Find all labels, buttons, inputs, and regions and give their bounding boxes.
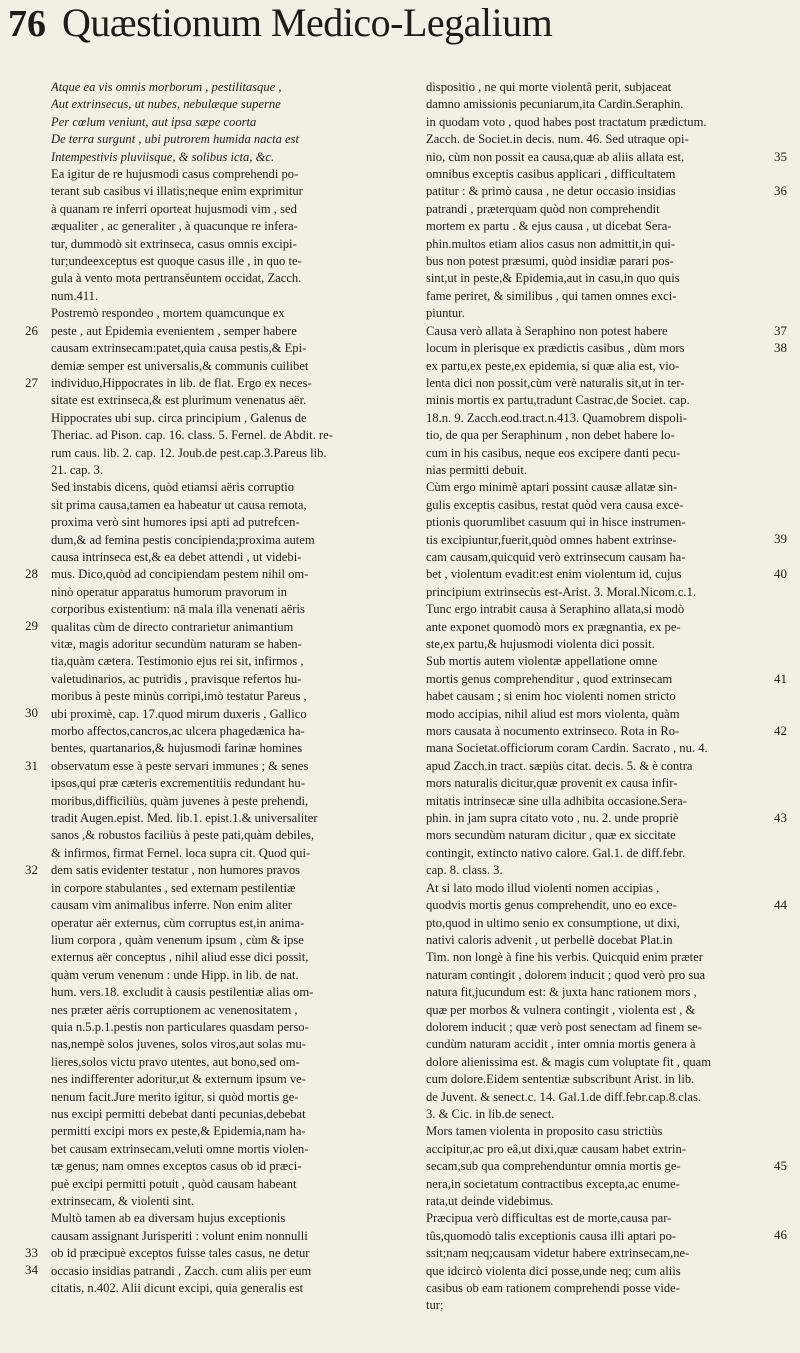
text-line: quodvis mortis genus comprehendit, uno eo exce- (426, 898, 677, 913)
text-line: nes præter aëris corruptionem ac venenositatem , (51, 1002, 298, 1017)
text-line: nus excipi permitti debebat danti pecunias,debebat (51, 1106, 306, 1121)
text-line: vitæ, magis adoritur secundùm naturam se haben- (51, 637, 302, 651)
text-line: natura fit,jucundum est: & juxta hanc rationem mors , (426, 985, 697, 1000)
text-line: principium extrinsecùs est-Arist. 3. Moral.Nicom.c.1. (426, 584, 697, 599)
text-line: qualitas cùm de directo contrarietur animantium (51, 619, 294, 634)
text-line: tio, de qua per Seraphinum , non debet habere lo- (426, 428, 675, 443)
text-line: sitate est extrinseca,& est plurimum venenatus aër. (51, 393, 307, 408)
text-line: ob id præcipuè exceptos fuisse tales casus, ne detur (51, 1246, 310, 1261)
text-line: que idcircò violenta dici posse,unde neq; cum aliis (426, 1263, 681, 1278)
page-header (0, 0, 800, 50)
text-line: ante exponet quomodò mors ex prægnantia, ex pe- (426, 619, 681, 634)
text-line: lieres,solos victu pravo utentes, aut bono,sed om- (51, 1054, 300, 1069)
text-line: dolore alienissima est. & magis cum voluptate fit , quam (426, 1054, 712, 1069)
text-line: De terra surgunt , ubi putrorem humida nacta est (51, 132, 300, 147)
running-title: Quæstionum Medico-Legalium (62, 0, 553, 45)
text-line: causam extrinsecam:patet,quia causa pestis,& Epi- (51, 341, 307, 356)
text-line: externus aër conceptus , nihil aliud esse dici possit, (51, 950, 309, 965)
margin-line-number: 37 (774, 322, 787, 338)
text-line: extrinsecam, & violenti sint. (51, 1194, 195, 1208)
text-line: cundùm naturam accidit , inter omnia mortis genera à (426, 1037, 696, 1052)
text-line: Causa verò allata à Seraphino non potest habere (426, 323, 668, 338)
text-line: ste,ex partu,& hujusmodi violenta dici possit. (426, 637, 655, 651)
text-line: bet , violentum evadit:est enim violentum id, cujus (426, 567, 682, 582)
text-line: valetudinarios, ac putridis , pravisque refertos hu- (51, 671, 302, 686)
text-line: naturam contingit , dolorem inducit ; quod verò pro sua (426, 967, 706, 982)
text-line: causam assignant Jurisperiti : volunt enim nonnulli (51, 1228, 308, 1243)
text-line: quæ per morbos & vulnera contingit , violenta est , & (426, 1002, 696, 1017)
text-line: apud Zacch.in tract. sæpiùs citat. decis. 5. & è contra (426, 758, 693, 773)
text-line: ubi proximè, cap. 17.quod mirum duxeris , Gallico (51, 706, 307, 721)
text-line: sanos ,& robustos faciliùs à peste pati,quàm debiles, (51, 828, 315, 843)
text-line: in quodam voto , quod habes post tractatum prædictum. (426, 114, 707, 129)
text-line: mortis genus comprehenditur , quod extrinsecam (426, 671, 673, 686)
text-line: de Juvent. & senect.c. 14. Gal.1.de diff.febr.cap.8.clas. (426, 1089, 701, 1104)
text-line: accipitur,ac pro eâ,ut dixi,quæ causam habet extrin- (426, 1141, 687, 1156)
text-line: à quanam re inferri oporteat hujusmodi vim , sed (51, 201, 297, 216)
left-text-column (51, 79, 381, 1297)
text-line: 21. cap. 3. (51, 462, 104, 477)
text-line: permitti excipi mors ex peste,& Epidemia,nam ha- (51, 1124, 306, 1139)
text-line: Tim. non longè à fine his verbis. Quicquid enim præter (426, 950, 703, 965)
text-line: pto,quod in ultimo senio ex consumptione, ut dixi, (426, 915, 680, 930)
text-line: mors naturalis dicitur,quæ provenit ex causa infir- (426, 776, 678, 791)
text-line: bus non potest præsumi, quòd insidiæ parari pos- (426, 254, 674, 269)
text-line: morbo affectos,cancros,ac ulcera phagedænica ha- (51, 724, 305, 739)
margin-line-number: 27 (25, 374, 38, 390)
text-line: minis mortis ex partu,tradunt Castrac,de Societ. cap. (426, 393, 690, 408)
text-line: ptionis quorumlibet casuum qui in hisce instrumen- (426, 515, 686, 530)
text-line: Per cœlum veniunt, aut ipsa sæpe coorta (51, 114, 257, 129)
text-line: Sed instabis dicens, quòd etiamsi aëris corruptio (51, 480, 295, 495)
text-line: sint,ut in peste,& Epidemia,aut in casu,in quo quis (426, 271, 680, 286)
text-line: nas,nempè solos juvenes, solos viros,aut solas mu- (51, 1037, 306, 1052)
text-line: 18.n. 9. Zacch.eod.tract.n.413. Quamobrem dispoli- (426, 410, 687, 425)
text-line: Theriac. ad Pison. cap. 16. class. 5. Fernel. de Abdit. re- (51, 428, 333, 443)
text-line: & infirmos, firmat Fernel. loca supra cit. Quod qui- (51, 845, 311, 860)
margin-line-number: 35 (774, 148, 787, 164)
text-line: causam vim animalibus inferre. Non enim aliter (51, 898, 292, 913)
text-line: fame periret, & similibus , qui tamen omnes exci- (426, 288, 677, 303)
text-line: nio, cùm non possit ea causa,quæ ab aliis allata est, (426, 149, 685, 164)
text-line: Aut extrinsecus, ut nubes, nebulæque superne (51, 97, 281, 112)
text-line: tradit Augen.epist. Med. lib.1. epist.1.& universaliter (51, 811, 318, 826)
text-line: 3. & Cic. in lib.de senect. (426, 1106, 555, 1121)
margin-line-number: 36 (774, 183, 787, 199)
margin-line-number: 44 (774, 896, 787, 912)
margin-line-number: 45 (774, 1157, 787, 1173)
text-line: ssit;nam neq;causam videtur habere extrinsecam,ne- (426, 1246, 690, 1261)
text-line: Mors tamen violenta in proposito casu strictiùs (426, 1124, 663, 1139)
text-line: modo accipias, nihil aliud est mors violenta, quàm (426, 706, 680, 721)
text-line: peste , aut Epidemia evenientem , semper habere (51, 323, 297, 338)
text-line: secam,sub qua comprehenduntur omnia mortis ge- (426, 1159, 681, 1174)
text-line: tur, dummodò sit extrinseca, casus omnis excipi- (51, 236, 297, 251)
text-line: tis excipiuntur,fuerit,quòd omnes habent extrinse- (426, 532, 677, 547)
text-line: in corpore stabulantes , sed externam pestilentiæ (51, 880, 296, 895)
text-line: cum in his casibus, neque eos excipere danti pecu- (426, 445, 681, 460)
margin-line-number: 41 (774, 670, 787, 686)
text-line: sit prima causa,tamen ea habeatur ut causa remota, (51, 497, 307, 512)
text-line: moribus,difficiliùs, quàm juvenes à peste prehendi, (51, 793, 309, 808)
margin-line-number: 40 (774, 566, 787, 582)
margin-line-number: 33 (25, 1244, 38, 1260)
text-line: puè excipi permitti potuit , quòd causam habeant (51, 1176, 297, 1191)
text-line: contingit, extincto nativo calore. Gal.1. de diff.febr. (426, 845, 686, 860)
margin-line-number: 32 (25, 862, 38, 877)
text-line: gula à vento mota pertransĕuntem occidat, Zacch. (51, 271, 302, 286)
margin-line-number: 29 (25, 618, 38, 634)
text-line: lium corpora , quàm venenum ipsum , cùm & ipse (51, 932, 304, 947)
text-line: cam causam,quicquid verò extrinsecum causam ha- (426, 549, 686, 564)
text-line: quàm verum venenum : unde Hipp. in lib. de nat. (51, 967, 299, 982)
text-line: Tunc ergo intrabit causa à Seraphino allata,si modò (426, 602, 685, 617)
text-line: phin. in jam supra citato voto , nu. 2. unde propriè (426, 811, 679, 826)
text-line: nenum facit.Jure merito igitur, si quòd mortis ge- (51, 1089, 299, 1104)
text-line: ex partu,ex peste,ex epidemia, si quæ alia est, vio- (426, 358, 680, 373)
text-line: nias permitti debuit. (426, 462, 528, 477)
text-line: num.411. (51, 288, 99, 303)
text-line: nativi caloris advenit , ut perbellè docebat Plat.in (426, 932, 673, 947)
text-line: citatis, n.402. Alii dicunt excipi, quia generalis est (51, 1281, 304, 1296)
text-line: tûs,quomodò talis exceptionis causa illi aptari po- (426, 1228, 677, 1243)
text-line: occasio insidias patrandi , Zacch. cum aliis per eum (51, 1263, 312, 1278)
text-line: damno amissionis pecuniarum,ita Cardin.Seraphin. (426, 97, 684, 112)
text-line: rata,ut deinde videbimus. (426, 1194, 554, 1208)
text-line: dem satis evidenter testatur , non humores pravos (51, 863, 301, 878)
text-line: Atque ea vis omnis morborum , pestilitasque , (51, 80, 282, 94)
margin-line-number: 28 (25, 566, 38, 582)
text-line: bentes, quartanarios,& hujusmodi farinæ homines (51, 741, 303, 756)
text-line: patrandi , præterquam quòd non comprehendit (426, 201, 660, 216)
text-line: habet causam ; si enim hoc violenti nomen stricto (426, 689, 676, 704)
text-line: Cùm ergo minimè aptari possint causæ allatæ sin- (426, 480, 678, 495)
text-line: Zacch. de Societ.in decis. num. 46. Sed utraque opi- (426, 132, 689, 147)
text-line: ipsos,qui præ cæteris excrementitiis redundant hu- (51, 776, 305, 791)
text-line: Præcipua verò difficultas est de morte,causa par- (426, 1211, 672, 1226)
text-line: lenta dici non possit,cùm verè naturalis sit,ut in ter- (426, 375, 685, 390)
margin-line-number: 30 (25, 705, 38, 721)
text-line: casibus ob eam rationem comprehendi posse vide- (426, 1281, 680, 1296)
text-line: quia n.5.p.1.pestis non particulares quasdam perso- (51, 1019, 309, 1034)
text-line: Hippocrates ubi sup. circa principium , Galenus de (51, 410, 307, 425)
margin-line-number: 46 (774, 1227, 787, 1243)
text-line: nes indifferenter adoritur,ut & externum ipsum ve- (51, 1072, 306, 1087)
text-line: proxima verò sint humores ipsi apti ad putrefcen- (51, 515, 300, 530)
text-line: individuo,Hippocrates in lib. de flat. Ergo ex neces- (51, 375, 312, 390)
text-line: locum in plerisque ex prædictis casibus , dùm mors (426, 341, 685, 356)
text-line: bet causam extrinsecam,veluti omne mortis violen- (51, 1141, 309, 1156)
right-text-column (426, 79, 768, 1315)
text-line: observatum esse à peste servari immunes ; & senes (51, 758, 309, 773)
text-line: Intempestivis pluviisque, & solibus icta, &c. (51, 149, 275, 164)
text-line: dispositio , ne qui morte violentâ perit, subjaceat (426, 80, 672, 94)
text-line: mortem ex partu . & ejus causa , ut dicebat Sera- (426, 219, 672, 234)
text-line: Ea igitur de re hujusmodi casus comprehendi po- (51, 167, 299, 182)
text-line: terant sub casibus vi illatis;neque enim exprimitur (51, 184, 303, 199)
text-line: piuntur. (426, 306, 465, 321)
text-line: Sub mortis autem violentæ appellatione omne (426, 654, 658, 669)
text-line: hum. vers.18. excludit à causis pestilentiæ alias om- (51, 985, 314, 1000)
margin-line-number: 38 (774, 340, 787, 355)
text-line: causa intrinseca est,& ea debet attendi , ut videbi- (51, 549, 302, 564)
text-line: operatur aër externus, cùm corruptus est,in anima- (51, 915, 305, 930)
text-line: omnibus exceptis casibus applicari , difficultatem (426, 167, 676, 182)
text-line: nera,in societatum contractibus excepta,ac enume- (426, 1176, 680, 1191)
margin-line-number: 39 (774, 531, 787, 547)
text-line: mors secundùm naturam dicitur , quæ ex siccitate (426, 828, 676, 843)
text-line: ninò operatur apparatus humorum pravorum in (51, 584, 288, 599)
text-line: moribus à peste minùs corripi,imò testatur Pareus , (51, 689, 307, 704)
text-line: rum caus. lib. 2. cap. 12. Joub.de pest.cap.3.Pareus lib. (51, 445, 327, 460)
text-line: patitur : & primò causa , ne detur occasio insidias (426, 184, 676, 199)
text-line: gulis exceptis casibus, restat quòd vera causa exce- (426, 497, 684, 512)
text-line: tur; (426, 1298, 444, 1313)
text-line: dum,& ad femina pestis concipienda;proxima autem (51, 532, 315, 547)
margin-line-number: 34 (25, 1262, 38, 1278)
text-line: mors causata à nocumento extrinseco. Rota in Ro- (426, 724, 680, 739)
text-line: cap. 8. class. 3. (426, 863, 503, 878)
margin-line-number: 42 (774, 722, 787, 738)
text-line: mitatis intrinsecæ sine ulla adhibita occasione.Sera- (426, 793, 687, 808)
text-line: corporibus existentium: nā mala illa venenati aëris (51, 602, 305, 617)
text-line: æqualiter , ac generaliter , à quacunque re infera- (51, 219, 298, 234)
text-line: cum dolore.Eidem sententiæ subscribunt Arist. in lib. (426, 1072, 695, 1087)
text-line: dolorem inducit ; quæ verò post senectam ad finem se- (426, 1019, 702, 1034)
text-line: tæ genus; nam omnes exceptos casus ob id præci- (51, 1159, 302, 1174)
text-line: mus. Dico,quòd ad concipiendam pestem nihil om- (51, 567, 309, 582)
margin-line-number: 26 (25, 322, 38, 338)
text-line: tur;undeexceptus est quoque casus ille , in quo te- (51, 254, 302, 269)
text-line: Postremò respondeo , mortem quamcunque ex (51, 306, 285, 321)
text-line: phin.multos etiam alios casus non admittit,in qui- (426, 236, 676, 251)
text-line: demiæ semper est universalis,& communis cuilibet (51, 358, 309, 373)
margin-line-number: 43 (774, 809, 787, 825)
text-line: mana Societat.officiorum coram Cardin. Sacrato , nu. 4. (426, 741, 708, 756)
text-line: Multò tamen ab ea diversam hujus exceptionis (51, 1211, 286, 1226)
text-line: tia,quàm cætera. Testimonio ejus rei sit, infirmos , (51, 654, 304, 669)
margin-line-number: 31 (25, 757, 38, 773)
text-line: At si lato modo illud violenti nomen accipias , (426, 880, 660, 895)
page-number: 76 (8, 3, 46, 45)
